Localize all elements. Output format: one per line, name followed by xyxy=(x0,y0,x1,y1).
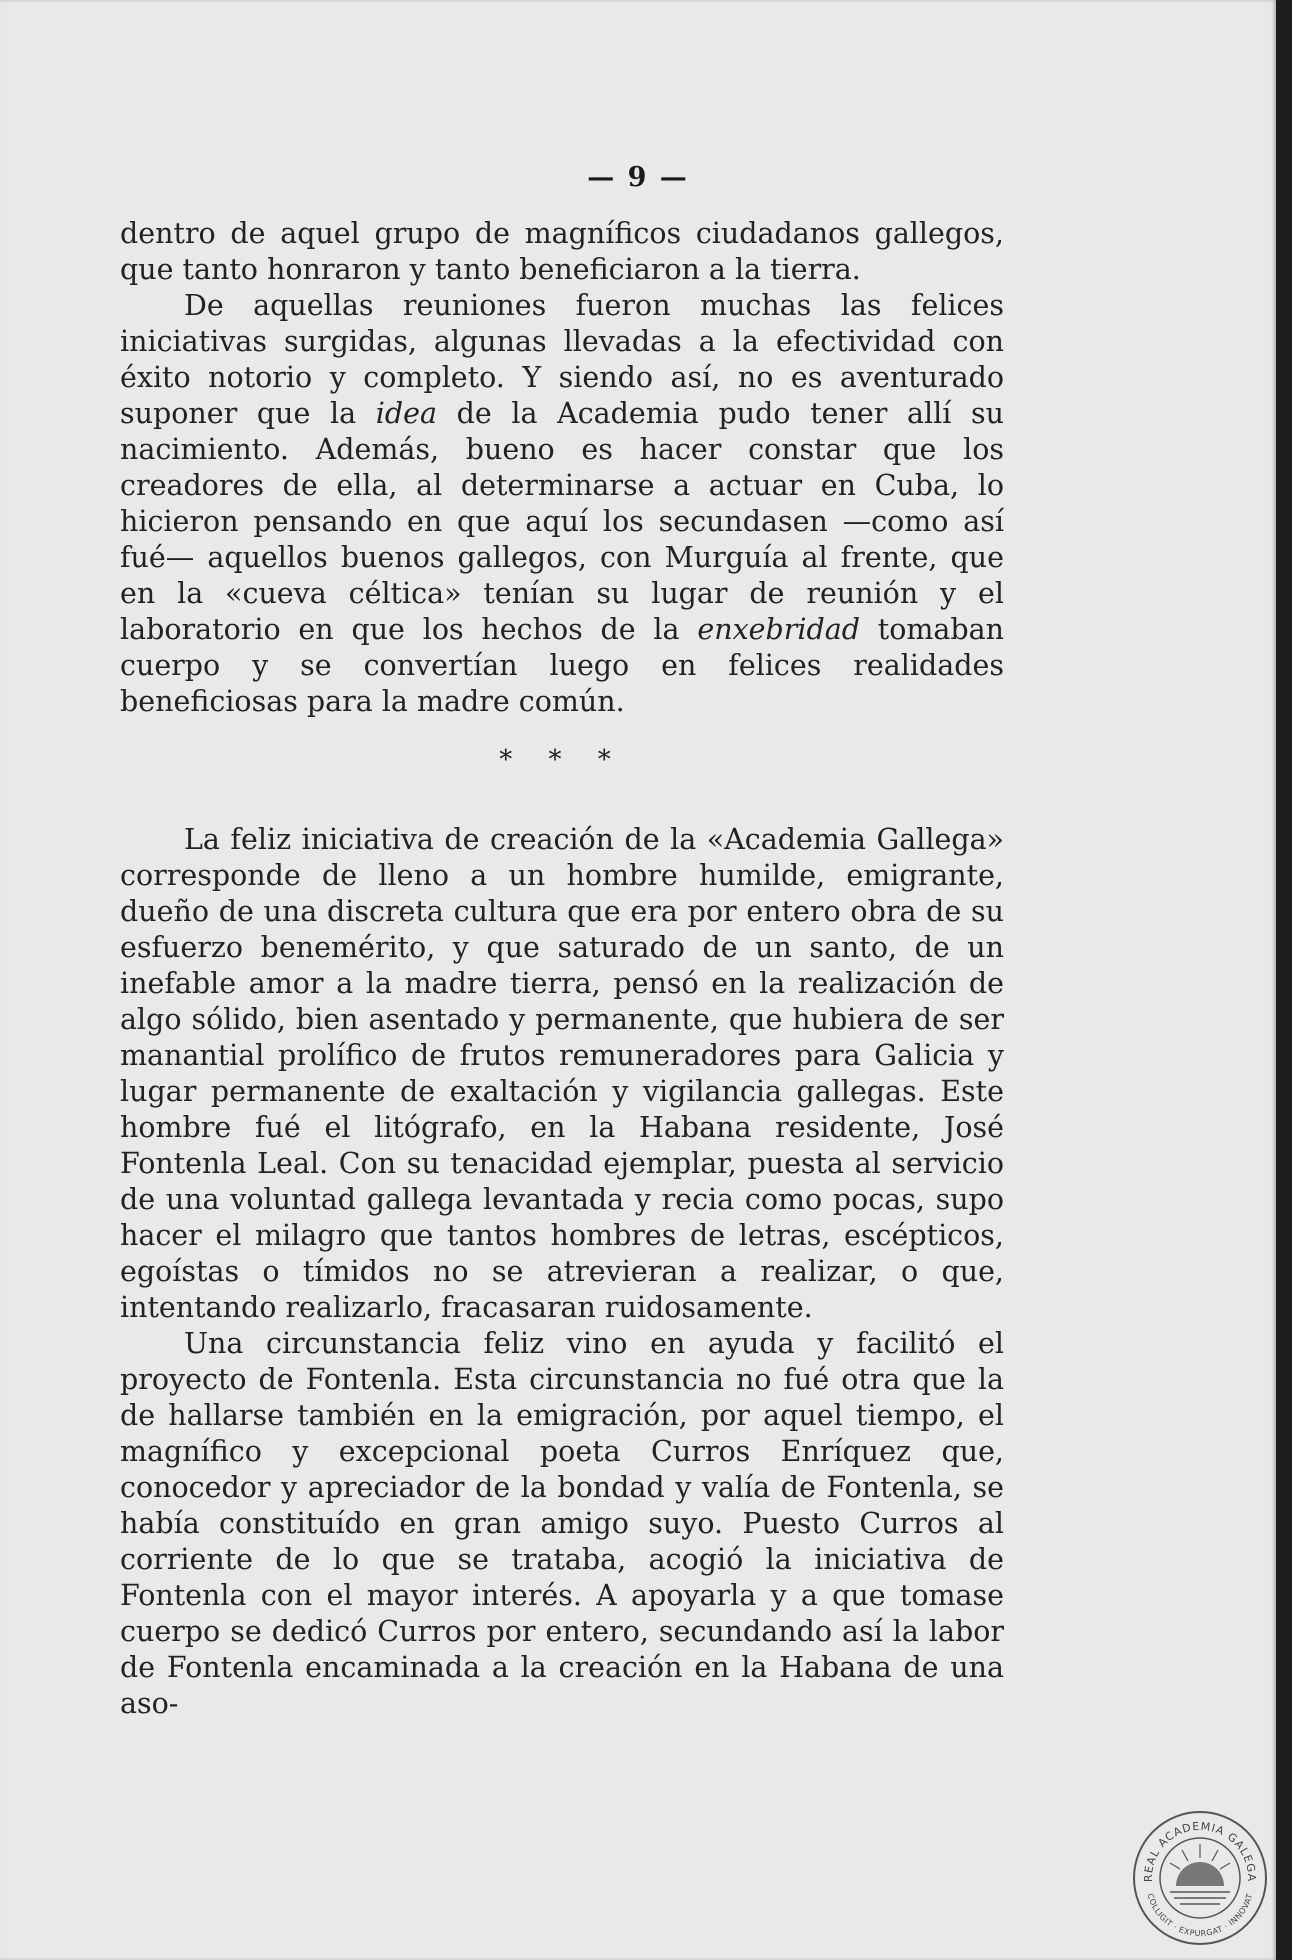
stamp-bottom-text: COLLIGIT · EXPURGAT · INNOVAT xyxy=(1145,1892,1255,1939)
paragraph-3: La feliz iniciativa de creación de la «Academia Gallega» corresponde de lleno a un hombre humilde, emigrante, dueño de una discreta cultura que era por entero obra de su esfuerzo benemérito, y que saturado de un santo, de un inefable amor a la madre tierra, pensó en la realización de algo sólido, bien asentado y permanente, que hubiera de ser manantial prolífico de frutos remuneradores para Galicia y lugar permanente de exaltación y vigilancia gallegas. Este hombre fué el litógrafo, en la Habana residente, José Fontenla Leal. Con su tenacidad ejemplar, puesta al servicio de una voluntad gallega levantada y recia como pocas, supo hacer el milagro que tantos hombres de letras, escépticos, egoístas o tímidos no se atrevieran a realizar, o que, intentando realizarlo, fracasaran ruidosamente. xyxy=(120,823,1004,1324)
paragraph-2-part-a: De aquellas reuniones fueron muchas las felices iniciativas surgidas, algunas llevadas a la efectividad con éxito notorio y completo. Y siendo así, no es aventurado suponer que la xyxy=(120,289,1004,430)
italic-enxebridad: enxebridad xyxy=(697,613,860,646)
paragraph-2 xyxy=(120,288,1004,720)
italic-idea: idea xyxy=(375,397,437,430)
library-stamp xyxy=(1130,1808,1270,1948)
paragraph-4: Una circunstancia feliz vino en ayuda y facilitó el proyecto de Fontenla. Esta circunstancia no fué otra que la de hallarse también en la emigración, por aquel tiempo, el magnífico y excepcional poeta Curros Enríquez que, conocedor y apreciador de la bondad y valía de Fontenla, se había constituído en gran amigo suyo. Puesto Curros al corriente de lo que se trataba, acogió la iniciativa de Fontenla con el mayor interés. A apoyarla y a que tomase cuerpo se dedicó Curros por entero, secundando así la labor de Fontenla encaminada a la creación en la Habana de una aso- xyxy=(120,1327,1004,1720)
body-text xyxy=(120,216,1004,1722)
section-separator: * * * xyxy=(499,745,625,775)
paragraph-2-part-b: de la Academia pudo tener allí su nacimiento. Además, bueno es hacer constar que los creadores de ella, al determinarse a actuar en Cuba, lo hicieron pensando en que aquí los secundasen —como así fué— aquellos buenos gallegos, con Murguía al frente, que en la «cueva céltica» tenían su lugar de reunión y el laboratorio en que los hechos de la xyxy=(120,397,1004,646)
paragraph-2-part-c: tomaban cuerpo y se convertían luego en felices realidades beneficiosas para la madre común. xyxy=(120,613,1004,718)
stamp-top-text: REAL ACADEMIA GALEGA xyxy=(1141,1819,1259,1883)
waves-icon xyxy=(1170,1892,1230,1904)
scan-edge xyxy=(1276,0,1292,1960)
paragraph-1: dentro de aquel grupo de magníficos ciudadanos gallegos, que tanto honraron y tanto beneficiaron a la tierra. xyxy=(120,217,1004,286)
page-number: — 9 — xyxy=(587,162,689,193)
sun-icon xyxy=(1176,1862,1224,1886)
